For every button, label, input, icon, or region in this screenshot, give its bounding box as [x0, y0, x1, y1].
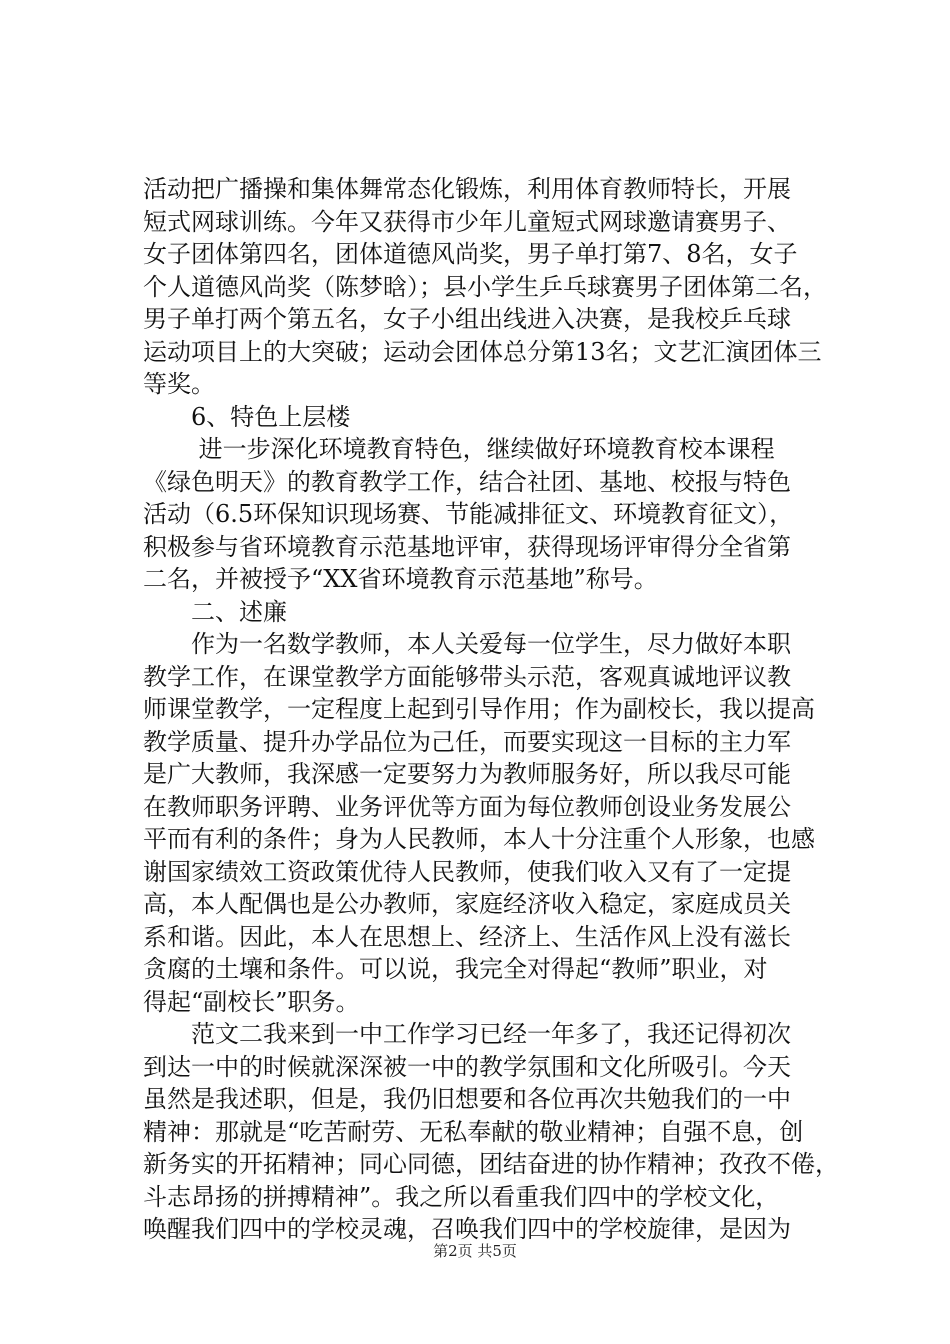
text-line: 教学工作，在课堂教学方面能够带头示范，客观真诚地评议教 — [143, 662, 791, 691]
text-line: 短式网球训练。今年又获得市少年儿童短式网球邀请赛男子、 — [143, 207, 791, 236]
text-line: 教学质量、提升办学品位为己任，而要实现这一目标的主力军 — [143, 727, 791, 756]
text-line: 精神：那就是“吃苦耐劳、无私奉献的敬业精神；自强不息，创 — [143, 1117, 804, 1146]
text-line: 积极参与省环境教育示范基地评审，获得现场评审得分全省第 — [143, 532, 791, 561]
text-line: 作为一名数学教师，本人关爱每一位学生，尽力做好本职 — [143, 630, 791, 658]
text-line: 贪腐的土壤和条件。可以说，我完全对得起“教师”职业，对 — [143, 955, 768, 983]
text-line: 在教师职务评聘、业务评优等方面为每位教师创设业务发展公 — [143, 792, 791, 821]
text-line: 活动（6.5环保知识现场赛、节能减排征文、环境教育征文）， — [143, 500, 794, 528]
text-line: 进一步深化环境教育特色，继续做好环境教育校本课程 — [143, 435, 775, 463]
text-line: 《绿色明天》的教育教学工作，结合社团、基地、校报与特色 — [143, 467, 791, 496]
text-line: 男子单打两个第五名，女子小组出线进入决赛，是我校乒乓球 — [143, 305, 791, 333]
text-line: 二名，并被授予“XX省环境教育示范基地”称号。 — [143, 565, 658, 593]
text-line: 等奖。 — [143, 370, 215, 398]
text-line: 新务实的开拓精神；同心同德，团结奋进的协作精神；孜孜不倦， — [143, 1150, 839, 1178]
text-line: 斗志昂扬的拼搏精神”。我之所以看重我们四中的学校文化， — [143, 1182, 780, 1211]
text-line: 女子团体第四名，团体道德风尚奖，男子单打第7、8名，女子 — [143, 240, 798, 268]
text-line: 系和谐。因此，本人在思想上、经济上、生活作风上没有滋长 — [143, 922, 791, 951]
text-line: 得起“副校长”职务。 — [143, 987, 360, 1016]
text-line: 虽然是我述职，但是，我仍旧想要和各位再次共勉我们的一中 — [143, 1085, 791, 1113]
text-line: 活动把广播操和集体舞常态化锻炼，利用体育教师特长，开展 — [143, 175, 791, 203]
text-line: 是广大教师，我深感一定要努力为教师服务好，所以我尽可能 — [143, 760, 791, 788]
document-body — [143, 173, 839, 1246]
page-footer: 第2页 共5页 — [433, 1242, 517, 1260]
text-line: 运动项目上的大突破；运动会团体总分第13名；文艺汇演团体三 — [143, 337, 822, 366]
text-line: 范文二我来到一中工作学习已经一年多了，我还记得初次 — [143, 1020, 791, 1048]
section-heading: 二、述廉 — [143, 597, 287, 626]
text-line: 唤醒我们四中的学校灵魂，召唤我们四中的学校旋律，是因为 — [143, 1215, 791, 1243]
text-line: 师课堂教学，一定程度上起到引导作用；作为副校长，我以提高 — [143, 695, 815, 723]
text-line: 到达一中的时候就深深被一中的教学氛围和文化所吸引。今天 — [143, 1052, 791, 1081]
text-line: 谢国家绩效工资政策优待人民教师，使我们收入又有了一定提 — [143, 857, 791, 886]
text-line: 高，本人配偶也是公办教师，家庭经济收入稳定，家庭成员关 — [143, 890, 791, 918]
text-line: 平而有利的条件；身为人民教师，本人十分注重个人形象，也感 — [143, 825, 815, 853]
text-line: 个人道德风尚奖（陈梦晗）；县小学生乒乓球赛男子团体第二名， — [143, 272, 827, 301]
section-heading: 6、特色上层楼 — [143, 402, 351, 431]
